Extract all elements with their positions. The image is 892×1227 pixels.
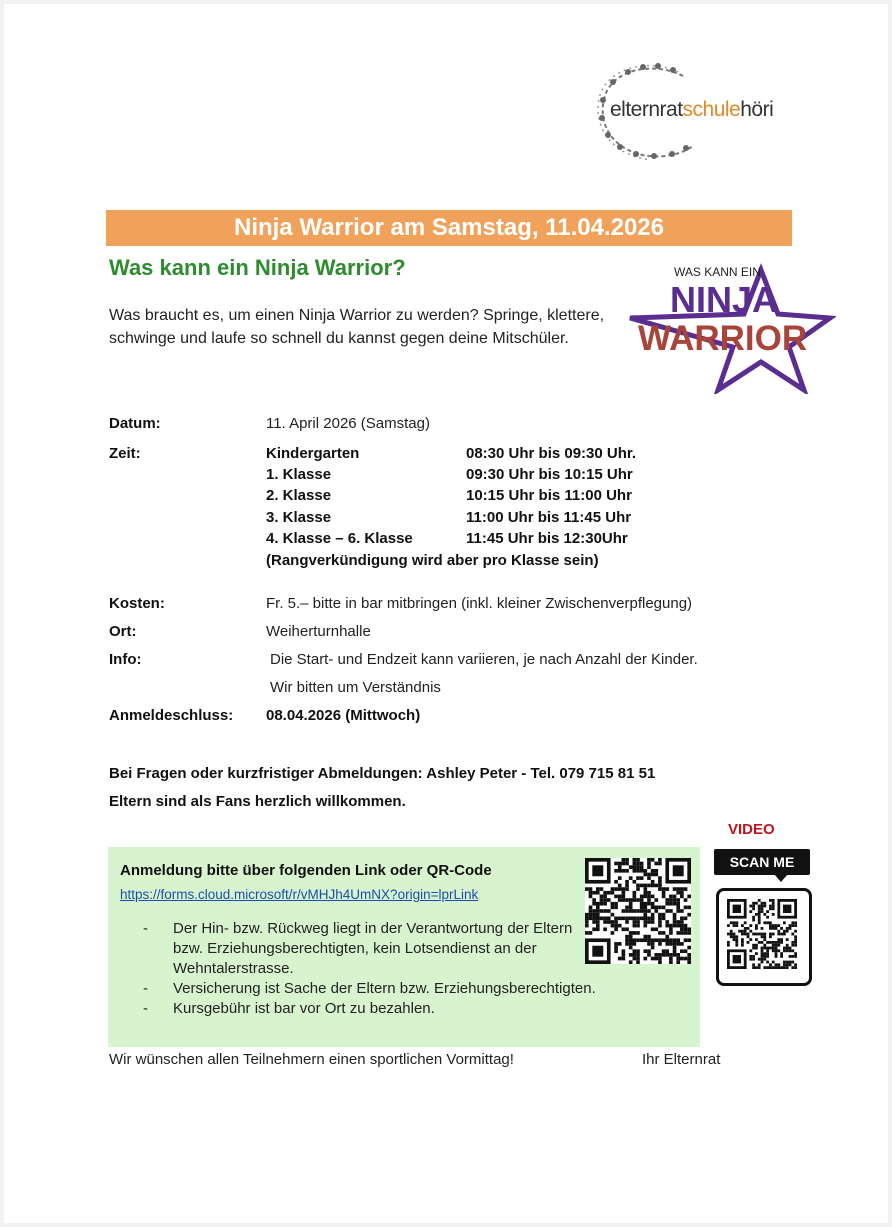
ort-label: Ort: (109, 623, 137, 640)
kosten-label: Kosten: (109, 595, 165, 612)
schedule-row: 3. Klasse 11:00 Uhr bis 11:45 Uhr (266, 509, 632, 526)
ort-value: Weiherturnhalle (266, 623, 371, 640)
info-label: Info: (109, 651, 142, 668)
info-line-1: Die Start- und Endzeit kann variieren, je nach Anzahl der Kinder. (270, 651, 698, 668)
anmeldeschluss-value: 08.04.2026 (Mittwoch) (266, 707, 421, 724)
datum-label: Datum: (109, 415, 161, 432)
schedule-note: (Rangverkündigung wird aber pro Klasse sein) (266, 552, 599, 569)
page-title: Ninja Warrior am Samstag, 11.04.2026 (106, 210, 792, 246)
contact-line: Bei Fragen oder kurzfristiger Abmeldungen: Ashley Peter - Tel. 079 715 81 51 (109, 765, 656, 782)
registration-qr-code[interactable] (585, 858, 691, 964)
scan-me-label: SCAN ME (714, 849, 810, 875)
datum-value: 11. April 2026 (Samstag) (266, 415, 430, 432)
signature: Ihr Elternrat (642, 1051, 721, 1068)
scan-me-pointer-icon (774, 874, 788, 882)
badge-top-text: WAS KANN EIN (674, 265, 761, 279)
ninja-warrior-badge (626, 262, 836, 394)
kosten-value: Fr. 5.– bitte in bar mitbringen (inkl. kleiner Zwischenverpflegung) (266, 595, 693, 612)
registration-title: Anmeldung bitte über folgenden Link oder QR-Code (120, 862, 492, 879)
anmeldeschluss-label: Anmeldeschluss: (109, 707, 234, 724)
registration-link[interactable]: https://forms.cloud.microsoft/r/vMHJh4UmNX?origin=lprLink (120, 887, 479, 902)
video-qr-code[interactable] (727, 899, 797, 969)
intro-text: Was braucht es, um einen Ninja Warrior zu werden? Springe, klettere, schwinge und laufe so schnell du kannst gegen deine Mitschüler. (109, 307, 605, 347)
schedule-row: Kindergarten 08:30 Uhr bis 09:30 Uhr. (266, 445, 637, 462)
schedule-row: 2. Klasse 10:15 Uhr bis 11:00 Uhr (266, 487, 632, 504)
logo-wordmark: elternratschulehöri (610, 98, 774, 121)
video-label: VIDEO (728, 821, 775, 838)
schedule-row: 1. Klasse 09:30 Uhr bis 10:15 Uhr (266, 466, 633, 483)
welcome-line: Eltern sind als Fans herzlich willkommen. (109, 793, 406, 810)
subheading: Was kann ein Ninja Warrior? (109, 255, 406, 280)
badge-warrior-text: WARRIOR (638, 319, 808, 358)
zeit-label: Zeit: (109, 445, 141, 462)
schedule-row: 4. Klasse – 6. Klasse 11:45 Uhr bis 12:30Uhr (266, 530, 628, 547)
badge-ninja-text: NINJA (670, 279, 779, 320)
info-line-2: Wir bitten um Verständnis (270, 679, 441, 696)
closing-wish: Wir wünschen allen Teilnehmern einen sportlichen Vormittag! (109, 1051, 514, 1068)
